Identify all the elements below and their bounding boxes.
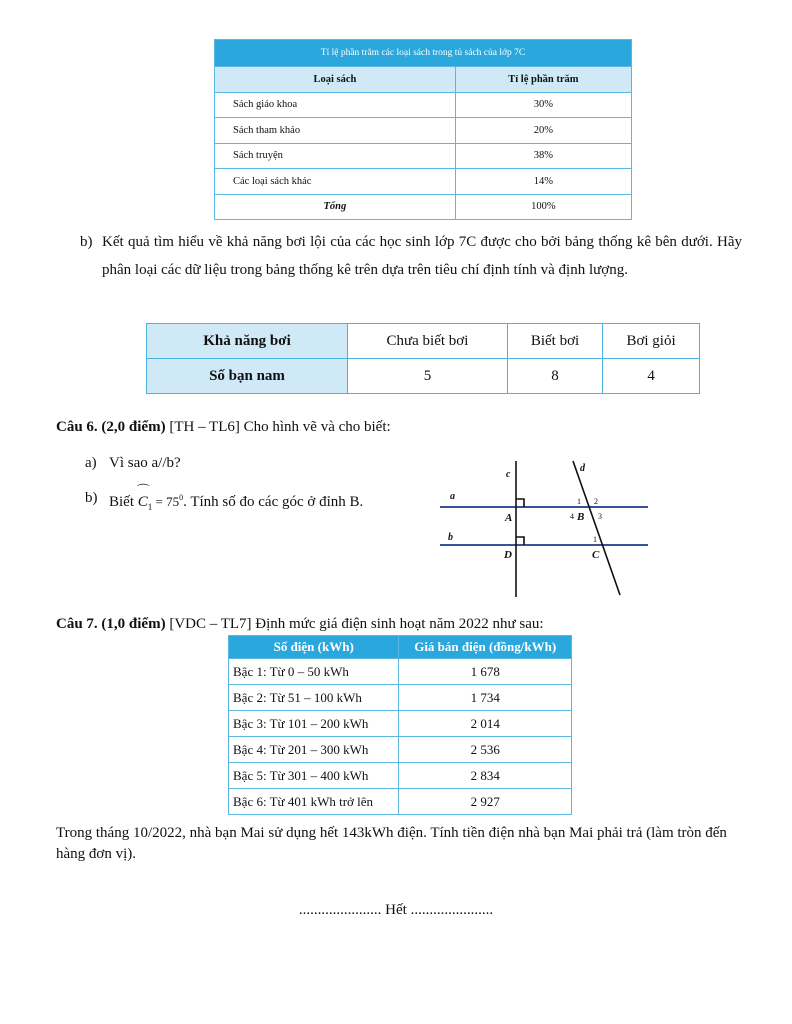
cell: Bậc 4: Từ 201 – 300 kWh <box>229 737 399 763</box>
cell: 30% <box>455 92 631 118</box>
column-header: Số điện (kWh) <box>229 636 399 659</box>
q6-b-text <box>109 484 363 521</box>
q6-b-post: . Tính số đo các góc ở đỉnh B. <box>183 494 364 510</box>
question-6-heading <box>56 413 391 441</box>
cell: Các loại sách khác <box>215 169 456 195</box>
part-b-label: b) <box>80 234 93 250</box>
cell: 1 734 <box>399 685 572 711</box>
label-c: c <box>506 469 511 480</box>
table-row <box>215 143 632 169</box>
cell: 2 834 <box>399 763 572 789</box>
electricity-price-table <box>228 635 572 815</box>
label-d: d <box>580 463 585 474</box>
q6-b-pre: Biết <box>109 494 134 510</box>
cell: 20% <box>455 118 631 144</box>
table-row <box>229 659 572 685</box>
table-row <box>229 711 572 737</box>
geometry-figure <box>436 455 650 600</box>
angle-letter: C <box>137 494 148 510</box>
part-b-text: Kết quả tìm hiểu về khả năng bơi lội của các học sinh lớp 7C được cho bởi bảng thống kê bên dưới. Hãy phân loại các dữ liệu trong bảng thống kê trên dựa trên tiêu chí định tính và định lượng. <box>102 234 742 278</box>
question-7-heading <box>56 610 544 638</box>
table-row <box>215 169 632 195</box>
angle-B4-label: 4 <box>570 512 574 521</box>
cell: Bậc 2: Từ 51 – 100 kWh <box>229 685 399 711</box>
angle-c1: ⌒ $C_1$ <box>136 483 153 512</box>
q6-title: Câu 6. (2,0 điểm) <box>56 419 166 435</box>
row-header: Khả năng bơi <box>147 324 348 359</box>
label-B: B <box>577 511 585 523</box>
table-row <box>215 118 632 144</box>
end-marker: ...................... Hết ...................... <box>298 902 494 918</box>
angle-B1-label: 1 <box>577 497 581 506</box>
cell: Sách truyện <box>215 143 456 169</box>
cell: Bơi giỏi <box>603 324 700 359</box>
cell: 1 678 <box>399 659 572 685</box>
table-row <box>229 737 572 763</box>
q7-title: Câu 7. (1,0 điểm) <box>56 616 166 632</box>
q6-tag: [TH – TL6] Cho hình vẽ và cho biết: <box>165 419 391 435</box>
label-D: D <box>504 549 512 561</box>
cell: 38% <box>455 143 631 169</box>
cell: 14% <box>455 169 631 195</box>
cell: Bậc 3: Từ 101 – 200 kWh <box>229 711 399 737</box>
table-row <box>229 763 572 789</box>
right-angle-A <box>516 499 524 507</box>
label-a: a <box>450 491 455 502</box>
column-header: Tỉ lệ phần trăm <box>455 67 631 93</box>
angle-C1-label: 1 <box>593 535 597 544</box>
table-row <box>215 92 632 118</box>
cell: 2 927 <box>399 789 572 815</box>
label-A: A <box>505 512 513 524</box>
q6-b-label: b) <box>85 490 98 506</box>
q7-text: Trong tháng 10/2022, nhà bạn Mai sử dụng hết 143kWh điện. Tính tiền điện nhà bạn Mai phải trả (làm tròn đến hàng đơn vị). <box>56 825 727 862</box>
cell: Bậc 5: Từ 301 – 400 kWh <box>229 763 399 789</box>
cell: Sách tham khảo <box>215 118 456 144</box>
table-row <box>215 194 632 220</box>
book-ratio-table <box>214 39 632 220</box>
table-row <box>229 789 572 815</box>
column-header: Giá bán điện (đồng/kWh) <box>399 636 572 659</box>
line-d <box>573 461 620 595</box>
cell: 4 <box>603 359 700 394</box>
label-C: C <box>592 549 600 561</box>
angle-eq: = 75 <box>152 494 180 509</box>
q6-a-text: Vì sao a//b? <box>109 455 181 471</box>
cell: Biết bơi <box>507 324 602 359</box>
right-angle-D <box>516 537 524 545</box>
degree-sup: 0 <box>179 493 184 502</box>
cell: Bậc 1: Từ 0 – 50 kWh <box>229 659 399 685</box>
angle-sub: 1 <box>147 502 153 512</box>
column-header: Loại sách <box>215 67 456 93</box>
cell: 5 <box>348 359 508 394</box>
cell: 8 <box>507 359 602 394</box>
cell: 2 536 <box>399 737 572 763</box>
q7-tag: [VDC – TL7] Định mức giá điện sinh hoạt năm 2022 như sau: <box>165 616 544 632</box>
angle-B2-label: 2 <box>594 497 598 506</box>
cell: Sách giáo khoa <box>215 92 456 118</box>
table-caption: Tỉ lệ phần trăm các loại sách trong tủ sách của lớp 7C <box>215 40 632 67</box>
table-row <box>229 685 572 711</box>
cell: Chưa biết bơi <box>348 324 508 359</box>
swimming-table <box>146 323 700 394</box>
total-value: 100% <box>455 194 631 220</box>
cell: Bậc 6: Từ 401 kWh trở lên <box>229 789 399 815</box>
angle-B3-label: 3 <box>598 512 602 521</box>
label-b: b <box>448 532 453 543</box>
cell: 2 014 <box>399 711 572 737</box>
total-label: Tổng <box>215 194 456 220</box>
q6-a-label: a) <box>85 455 97 471</box>
row-header: Số bạn nam <box>147 359 348 394</box>
